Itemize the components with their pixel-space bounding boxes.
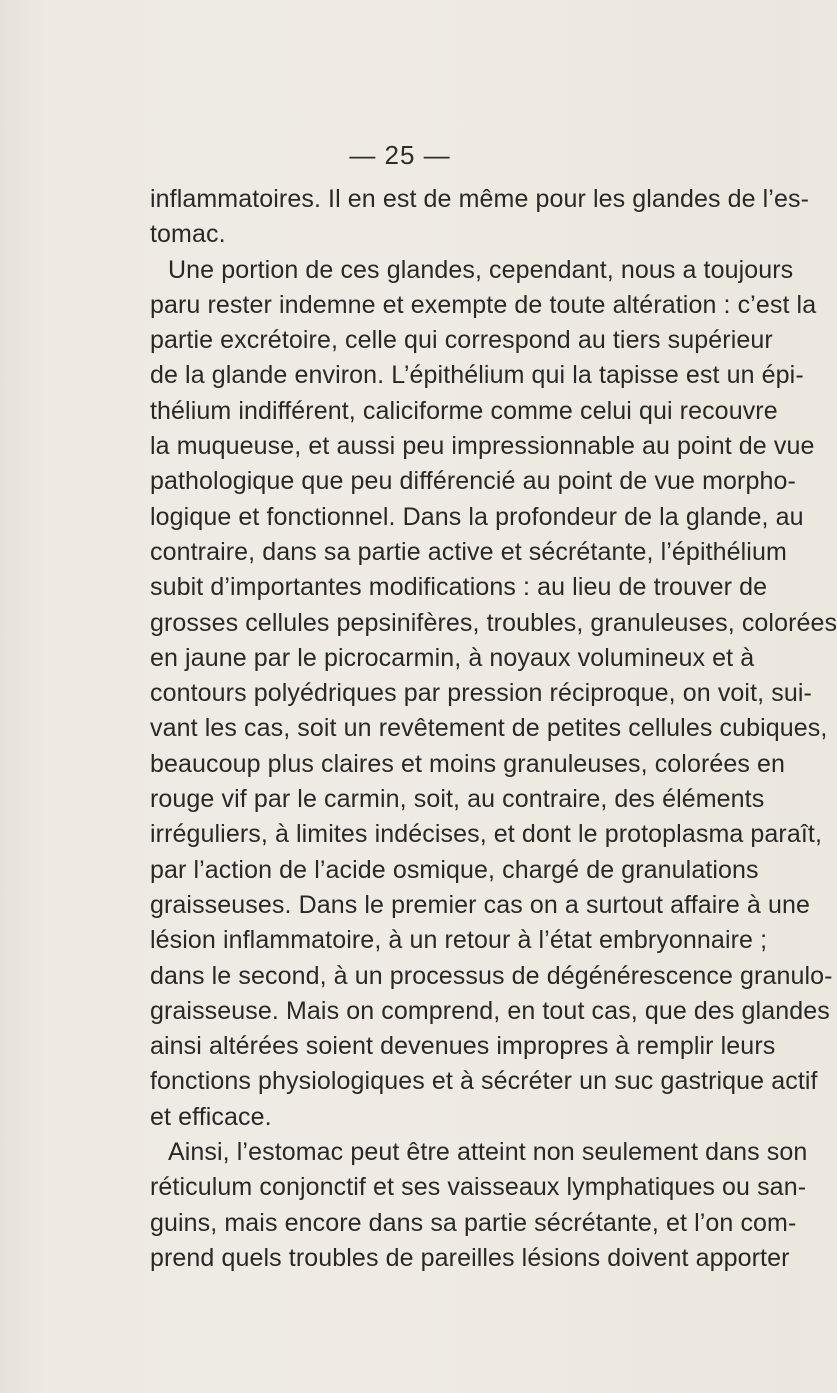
text-line: inflammatoires. Il en est de même pour les glandes de l’es- <box>150 185 809 213</box>
text-line: réticulum conjonctif et ses vaisseaux lymphatiques ou san- <box>150 1173 807 1202</box>
text-line: grosses cellules pepsinifères, troubles, granuleuses, colorées <box>150 608 837 637</box>
text-line: Une portion de ces glandes, cependant, nous a toujours <box>168 255 794 284</box>
text-line: contraire, dans sa partie active et sécrétante, l’épithélium <box>150 537 787 566</box>
text-line: de la glande environ. L’épithélium qui la tapisse est un épi- <box>150 361 804 390</box>
text-line: et efficace. <box>150 1102 272 1131</box>
text-line: prend quels troubles de pareilles lésions doivent apporter <box>150 1243 790 1272</box>
text-line: la muqueuse, et aussi peu impressionnable au point de vue <box>150 432 815 461</box>
text-line: pathologique que peu différencié au point de vue morpho- <box>150 467 796 496</box>
text-line: Ainsi, l’estomac peut être atteint non seulement dans son <box>168 1138 808 1167</box>
text-line: subit d’importantes modifications : au lieu de trouver de <box>150 573 768 602</box>
text-line: par l’action de l’acide osmique, chargé de granulations <box>150 855 759 884</box>
text-line: ainsi altérées soient devenues impropres à remplir leurs <box>150 1032 776 1061</box>
text-line: fonctions physiologiques et à sécréter un suc gastrique actif <box>150 1067 818 1096</box>
text-line: thélium indifférent, caliciforme comme celui qui recouvre <box>150 396 778 425</box>
text-line: vant les cas, soit un revêtement de petites cellules cubiques, <box>150 714 828 743</box>
text-line: logique et fonctionnel. Dans la profondeur de la glande, au <box>150 502 804 531</box>
text-line: graisseuse. Mais on comprend, en tout cas, que des glandes <box>150 996 830 1025</box>
text-line: contours polyédriques par pression réciproque, on voit, sui- <box>150 679 812 708</box>
text-line: beaucoup plus claires et moins granuleuses, colorées en <box>150 749 786 778</box>
page-number: — 25 — <box>349 140 451 170</box>
text-line: graisseuses. Dans le premier cas on a surtout affaire à une <box>150 890 810 919</box>
text-line: dans le second, à un processus de dégénérescence granulo- <box>150 961 833 990</box>
text-line: guins, mais encore dans sa partie sécrétante, et l’on com- <box>150 1208 797 1237</box>
text-line: irréguliers, à limites indécises, et dont le protoplasma paraît, <box>150 820 822 849</box>
text-line: paru rester indemne et exempte de toute altération : c’est la <box>150 290 817 319</box>
text-line: lésion inflammatoire, à un retour à l’état embryonnaire ; <box>150 926 768 955</box>
text-line: en jaune par le picrocarmin, à noyaux volumineux et à <box>150 643 755 672</box>
text-line: tomac. <box>150 220 226 249</box>
text-line: partie excrétoire, celle qui correspond au tiers supérieur <box>150 326 773 355</box>
text-line: rouge vif par le carmin, soit, au contraire, des éléments <box>150 785 765 814</box>
body-text <box>150 182 837 1276</box>
